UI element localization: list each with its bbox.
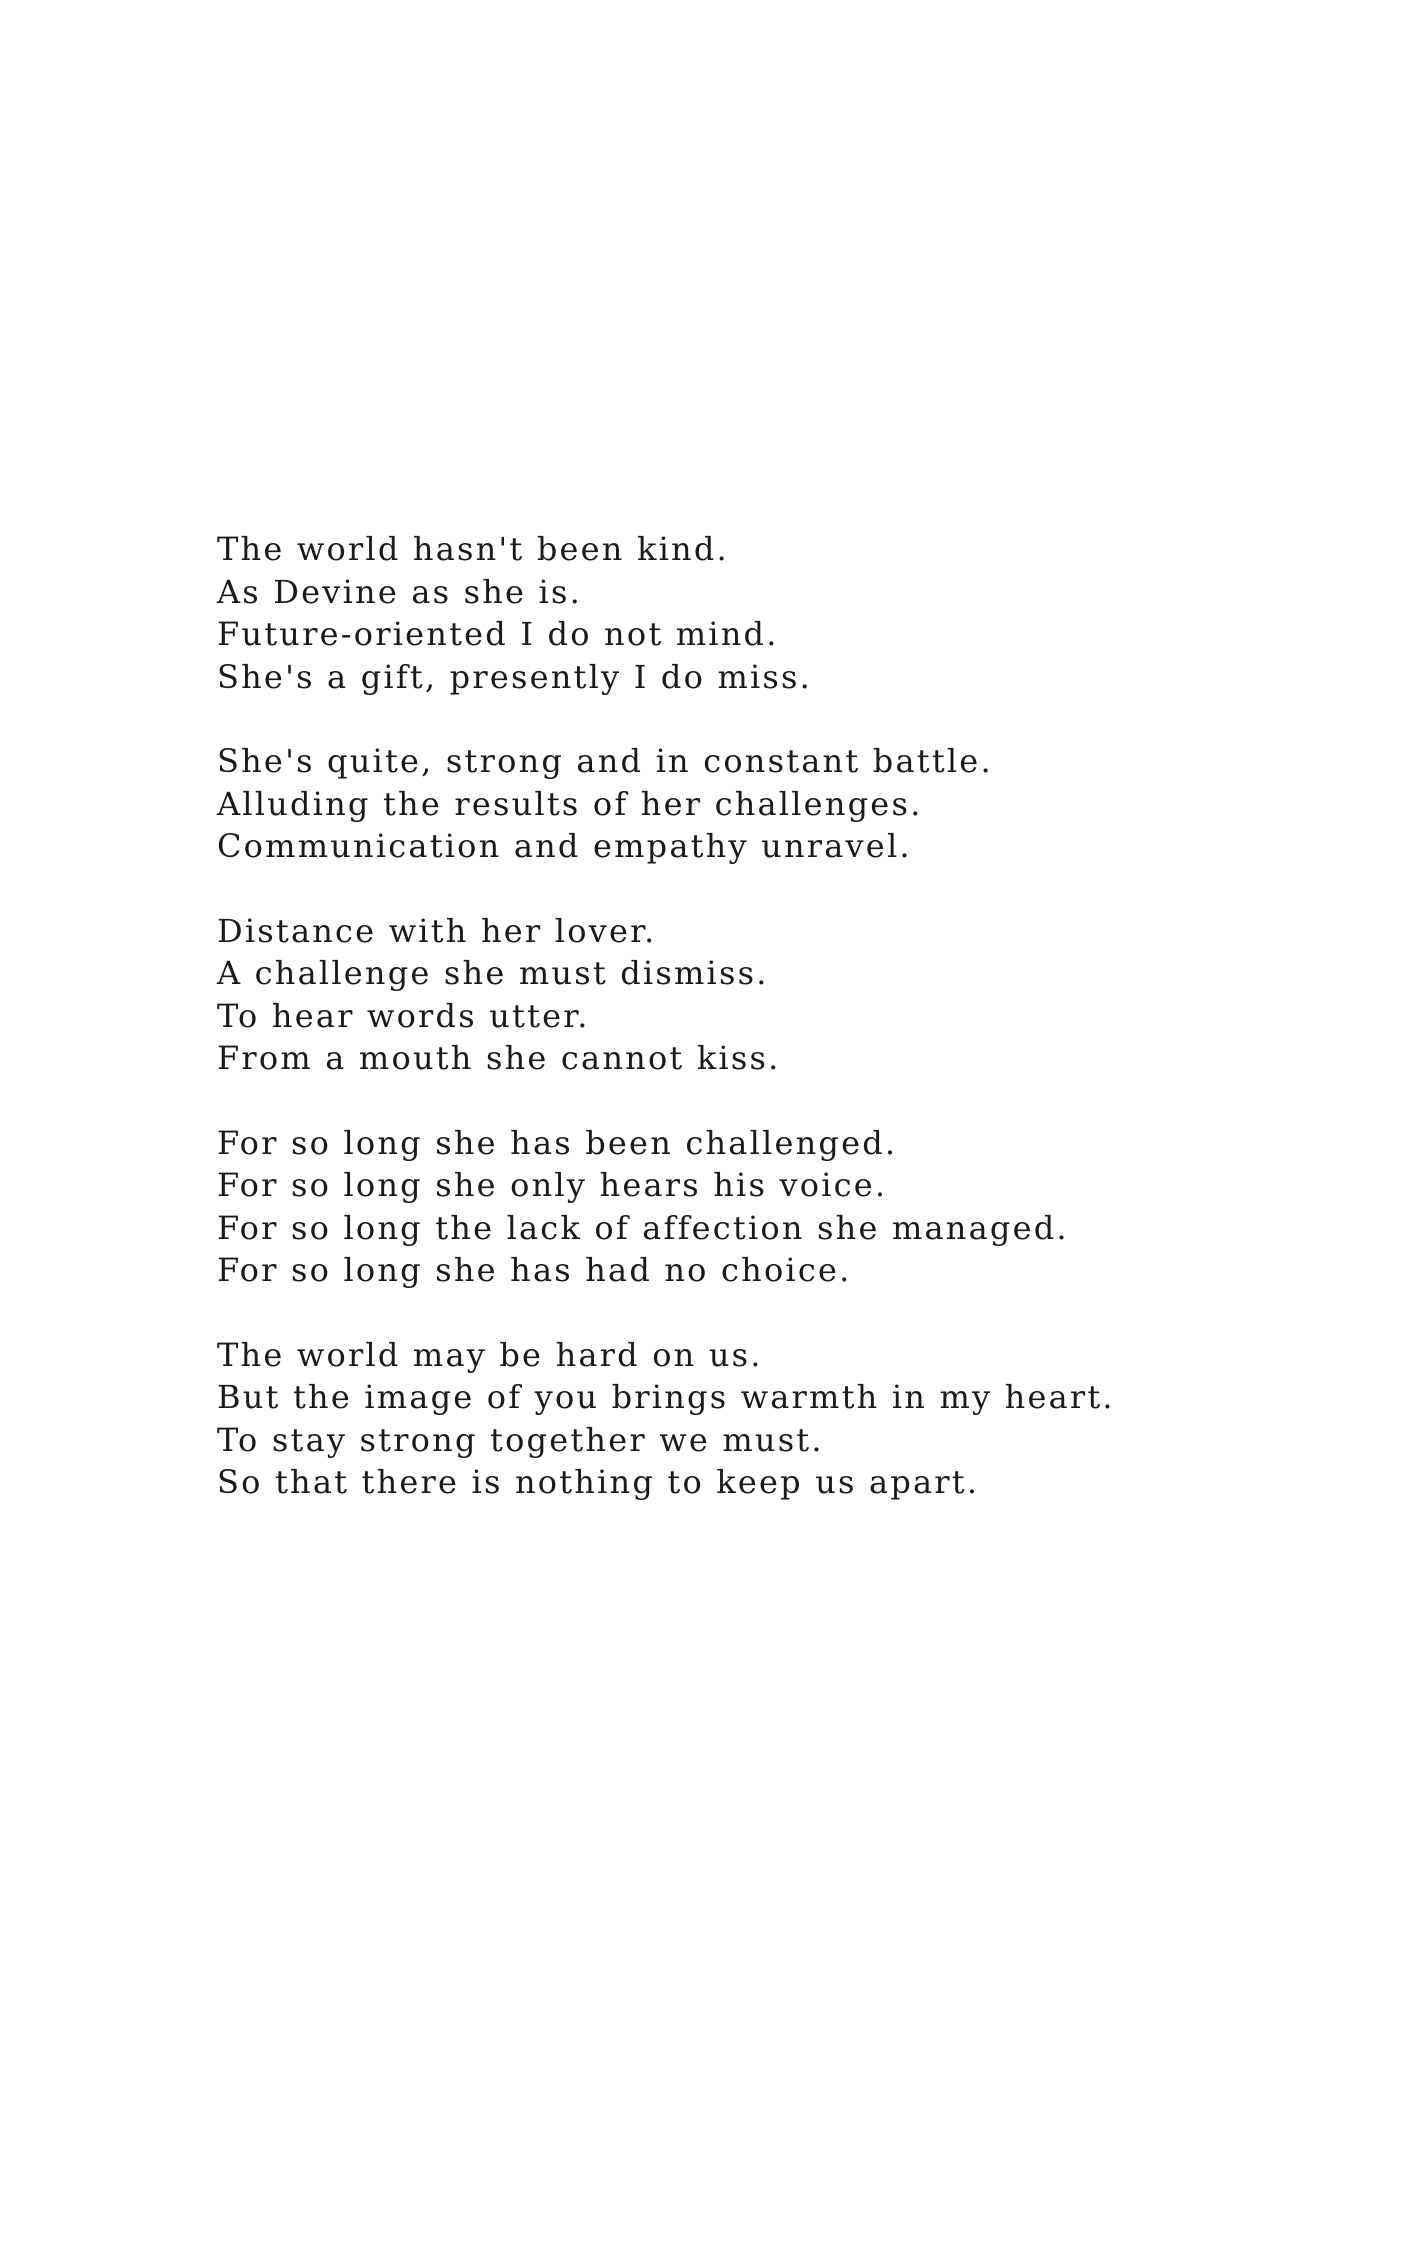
- poem-line: As Devine as she is.: [217, 572, 582, 611]
- stanza-5: [217, 1334, 1367, 1504]
- stanza-4: [217, 1122, 1367, 1292]
- poem-line: Communication and empathy unravel.: [217, 827, 912, 865]
- poem-line: Future-oriented I do not mind.: [217, 615, 779, 653]
- poem-line: The world hasn't been kind.: [217, 530, 729, 568]
- poem-line: To hear words utter.: [217, 996, 590, 1035]
- poem-line: Distance with her lover.: [217, 911, 657, 950]
- poem-line: For so long she has had no choice.: [217, 1251, 852, 1289]
- stanza-3: [217, 910, 1367, 1080]
- poem: [217, 528, 1367, 1546]
- poem-line: A challenge she must dismiss.: [217, 954, 769, 992]
- stanza-2: [217, 740, 1367, 868]
- poem-line: To stay strong together we must.: [217, 1420, 824, 1459]
- poem-line: She's quite, strong and in constant battle.: [217, 742, 993, 780]
- poem-line: Alluding the results of her challenges.: [217, 784, 923, 823]
- poem-line: She's a gift, presently I do miss.: [217, 657, 813, 696]
- poem-line: For so long she has been challenged.: [217, 1123, 898, 1162]
- poem-line: The world may be hard on us.: [217, 1335, 763, 1374]
- poem-line: From a mouth she cannot kiss.: [217, 1039, 781, 1077]
- poem-line: But the image of you brings warmth in my heart.: [217, 1378, 1115, 1416]
- poem-line: For so long the lack of affection she managed.: [217, 1208, 1069, 1247]
- poem-line: For so long she only hears his voice.: [217, 1166, 888, 1204]
- stanza-1: [217, 528, 1367, 698]
- poem-line: So that there is nothing to keep us apart.: [217, 1463, 980, 1501]
